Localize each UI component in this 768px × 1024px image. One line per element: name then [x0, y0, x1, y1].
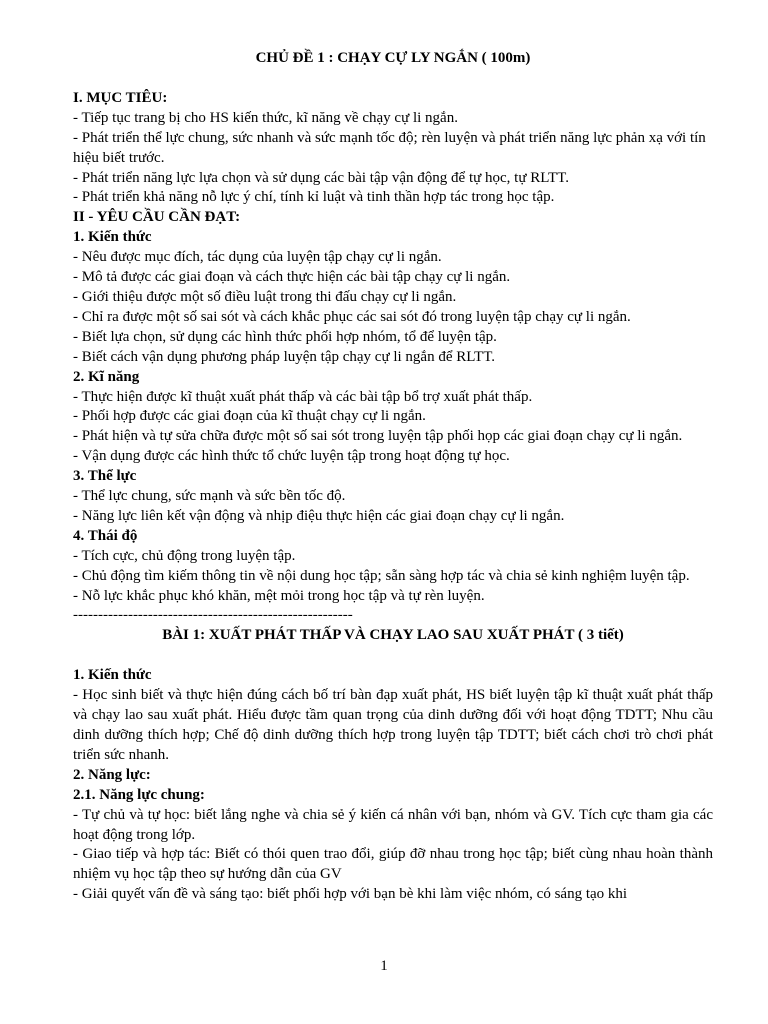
section-heading: 2. Năng lực: [73, 766, 151, 783]
page-number: 1 [380, 958, 388, 974]
paragraph: - Nỗ lực khắc phục khó khăn, mệt mỏi trong học tập và tự rèn luyện. [73, 587, 485, 604]
paragraph: - Giao tiếp và hợp tác: Biết có thói quen trao đổi, giúp đỡ nhau trong học tập; biết cùng nhau hoàn thành nhiệm vụ học tập theo sự hướng dẫn của GV [73, 846, 713, 883]
paragraph: - Tích cực, chủ động trong luyện tập. [73, 547, 296, 564]
paragraph: - Giải quyết vấn đề và sáng tạo: biết phối hợp với bạn bè khi làm việc nhóm, có sáng tạo khi [73, 886, 628, 903]
section-heading: 2. Kĩ năng [73, 368, 140, 385]
paragraph: - Biết lựa chọn, sử dụng các hình thức phối hợp nhóm, tổ để luyện tập. [73, 328, 497, 345]
paragraph: - Thể lực chung, sức mạnh và sức bền tốc độ. [73, 488, 346, 505]
paragraph: - Phát triển thể lực chung, sức nhanh và sức mạnh tốc độ; rèn luyện và phát triển năng lực phản xạ với tín hiệu biết trước. [73, 129, 706, 166]
section-heading: 3. Thể lực [73, 468, 137, 485]
paragraph: - Biết cách vận dụng phương pháp luyện tập chạy cự li ngắn để RLTT. [73, 348, 495, 365]
section-heading: 2.1. Năng lực chung: [73, 786, 205, 803]
paragraph: - Mô tả được các giai đoạn và cách thực hiện các bài tập chạy cự li ngắn. [73, 269, 511, 286]
document-page [73, 49, 713, 905]
document-title: CHỦ ĐỀ 1 : CHẠY CỰ LY NGẮN ( 100m) [255, 50, 531, 66]
paragraph: - Phát triển khả năng nỗ lực ý chí, tính kỉ luật và tinh thần hợp tác trong học tập. [73, 189, 555, 206]
paragraph: - Chỉ ra được một số sai sót và cách khắc phục các sai sót đó trong luyện tập chạy cự li ngắn. [73, 308, 631, 325]
paragraph: - Chủ động tìm kiếm thông tin về nội dung học tập; sẵn sàng hợp tác và chia sẻ kinh nghiệm luyện tập. [73, 567, 690, 584]
paragraph: - Thực hiện được kĩ thuật xuất phát thấp và các bài tập bổ trợ xuất phát thấp. [73, 388, 533, 405]
section-heading: I. MỤC TIÊU: [73, 89, 168, 106]
paragraph: - Tự chủ và tự học: biết lắng nghe và chia sẻ ý kiến cá nhân với bạn, nhóm và GV. Tích cực tham gia các hoạt động trong lớp. [73, 806, 713, 843]
paragraph: - Phối hợp được các giai đoạn của kĩ thuật chạy cự li ngắn. [73, 408, 426, 425]
section-heading: 1. Kiến thức [73, 229, 152, 246]
paragraph: - Nêu được mục đích, tác dụng của luyện tập chạy cự li ngắn. [73, 249, 442, 266]
paragraph: - Phát triển năng lực lựa chọn và sử dụng các bài tập vận động để tự học, tự RLTT. [73, 169, 569, 186]
section-heading: 1. Kiến thức [73, 667, 152, 684]
paragraph: - Phát hiện và tự sửa chữa được một số sai sót trong luyện tập phối họp các giai đoạn chạy cự li ngắn. [73, 428, 683, 445]
paragraph: - Tiếp tục trang bị cho HS kiến thức, kĩ năng về chạy cự li ngắn. [73, 109, 458, 126]
paragraph: - Giới thiệu được một số điều luật trong thi đấu chạy cự li ngắn. [73, 288, 457, 305]
section-heading: 4. Thái độ [73, 527, 138, 544]
paragraph: - Vận dụng được các hình thức tổ chức luyện tập trong hoạt động tự học. [73, 448, 510, 465]
paragraph: - Năng lực liên kết vận động và nhịp điệu thực hiện các giai đoạn chạy cự li ngắn. [73, 507, 565, 524]
document-body [73, 89, 713, 905]
separator-line: -------------------------------------------------------- [73, 607, 353, 624]
paragraph: - Học sinh biết và thực hiện đúng cách bố trí bàn đạp xuất phát, HS biết luyện tập kĩ thuật xuất phát thấp và chạy lao sau xuất phát. Hiểu được tầm quan trọng của dinh dưỡng đối với hoạt động TDTT; Nhu cầu dinh dưỡng thích hợp; Chế độ dinh dưỡng thích hợp trong luyện tập TDTT; biết cách chơi trò chơi phát triển sức nhanh. [73, 687, 713, 763]
section-heading: II - YÊU CẦU CẦN ĐẠT: [73, 209, 241, 226]
lesson-title: BÀI 1: XUẤT PHÁT THẤP VÀ CHẠY LAO SAU XUẤT PHÁT ( 3 tiết) [162, 627, 624, 644]
